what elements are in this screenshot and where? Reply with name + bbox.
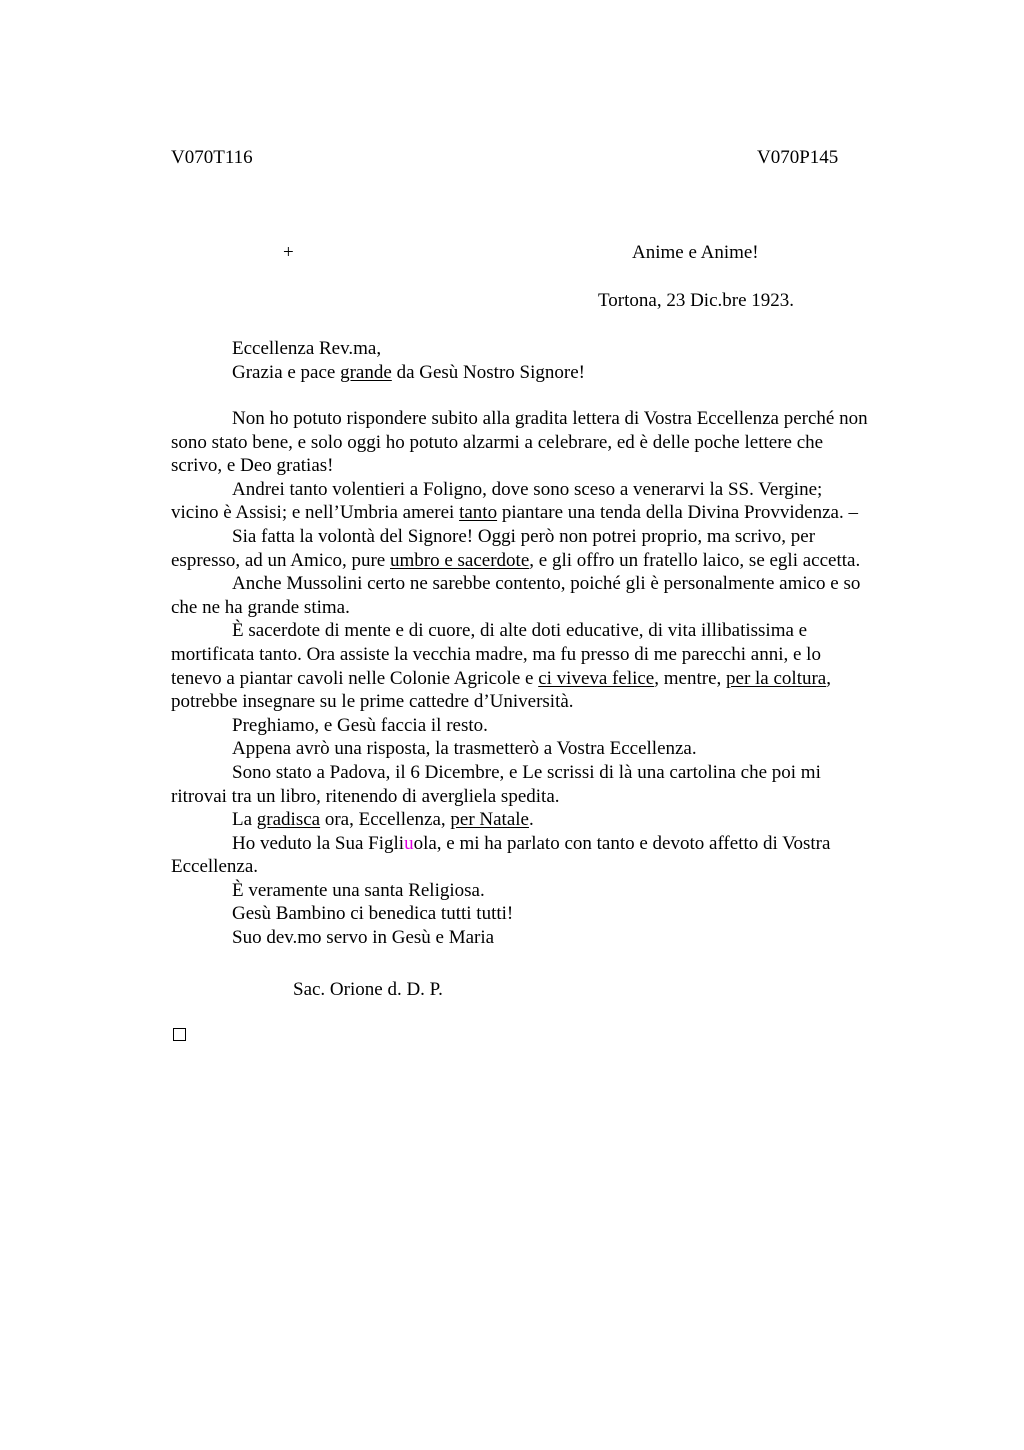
signature: Sac. Orione d. D. P.	[293, 979, 443, 1000]
text-run: La	[232, 809, 257, 831]
cross-symbol: +	[283, 242, 294, 263]
body-line: scrivo, e Deo gratias!	[171, 455, 334, 477]
text-run: ,	[826, 667, 831, 689]
motto: Anime e Anime!	[632, 242, 759, 263]
text-run: .	[528, 809, 534, 831]
letter-body	[171, 407, 931, 950]
body-line: Suo dev.mo servo in Gesù e Maria	[232, 927, 495, 949]
text-run: Grazia e pace	[232, 362, 341, 383]
text-run: ora, Eccellenza,	[320, 809, 451, 831]
underlined-text: umbro e sacerdote	[389, 549, 530, 571]
body-line: Eccellenza.	[171, 856, 259, 878]
body-line	[171, 832, 931, 856]
body-line: È veramente una santa Religiosa.	[232, 879, 485, 901]
underlined-text: tanto	[459, 502, 498, 524]
header-left-code: V070T116	[171, 147, 253, 168]
text-run: tenevo a piantar cavoli nelle Colonie Agricole e	[171, 667, 539, 689]
highlighted-letter: u	[404, 832, 414, 854]
body-line	[171, 549, 931, 573]
body-line	[171, 667, 931, 691]
salutation-line-1: Eccellenza Rev.ma,	[232, 338, 382, 359]
body-line: che ne ha grande stima.	[171, 596, 350, 618]
header-right-code: V070P145	[757, 147, 839, 168]
text-run: Ho veduto la Sua Figli	[232, 832, 405, 854]
body-line: potrebbe insegnare su le prime cattedre d’Università.	[171, 691, 574, 713]
text-run: espresso, ad un Amico, pure	[171, 549, 390, 571]
body-line: Sono stato a Padova, il 6 Dicembre, e Le scrissi di là una cartolina che poi mi	[232, 761, 821, 783]
underlined-text: ci viveva felice	[538, 667, 655, 689]
body-line: Anche Mussolini certo ne sarebbe contento, poiché gli è personalmente amico e so	[232, 573, 861, 595]
text-run: , mentre,	[654, 667, 727, 689]
empty-square-icon	[173, 1028, 186, 1041]
underlined-text: per la coltura	[726, 667, 827, 689]
body-line: mortificata tanto. Ora assiste la vecchia madre, ma fu presso di me parecchi anni, e lo	[171, 643, 821, 665]
text-run: , e gli offro un fratello laico, se egli accetta.	[529, 549, 861, 571]
body-line	[171, 501, 931, 525]
body-line: Preghiamo, e Gesù faccia il resto.	[232, 714, 488, 736]
text-run: piantare una tenda della Divina Provvidenza. –	[497, 502, 858, 524]
text-run: da Gesù Nostro Signore!	[391, 362, 585, 383]
body-line: ritrovai tra un libro, ritenendo di avergliela spedita.	[171, 785, 560, 807]
body-line: Sia fatta la volontà del Signore! Oggi però non potrei proprio, ma scrivo, per	[232, 525, 816, 547]
underlined-text: grande	[340, 362, 392, 383]
underlined-text: per Natale	[450, 809, 529, 831]
body-line	[171, 808, 931, 832]
text-run: ola, e mi ha parlato con tanto e devoto affetto di Vostra	[413, 832, 831, 854]
body-line: Andrei tanto volentieri a Foligno, dove sono sceso a venerarvi la SS. Vergine;	[232, 478, 823, 500]
underlined-text: gradisca	[256, 809, 321, 831]
body-line: Appena avrò una risposta, la trasmetterò a Vostra Eccellenza.	[232, 738, 697, 760]
salutation-line-2	[232, 361, 585, 385]
body-line: Non ho potuto rispondere subito alla gradita lettera di Vostra Eccellenza perché non	[232, 408, 868, 429]
place-date: Tortona, 23 Dic.bre 1923.	[598, 290, 795, 311]
body-line: sono stato bene, e solo oggi ho potuto alzarmi a celebrare, ed è delle poche lettere che	[171, 431, 824, 453]
body-line: È sacerdote di mente e di cuore, di alte doti educative, di vita illibatissima e	[232, 620, 808, 642]
body-line: Gesù Bambino ci benedica tutti tutti!	[232, 903, 514, 925]
text-run: vicino è Assisi; e nell’Umbria amerei	[171, 502, 460, 524]
